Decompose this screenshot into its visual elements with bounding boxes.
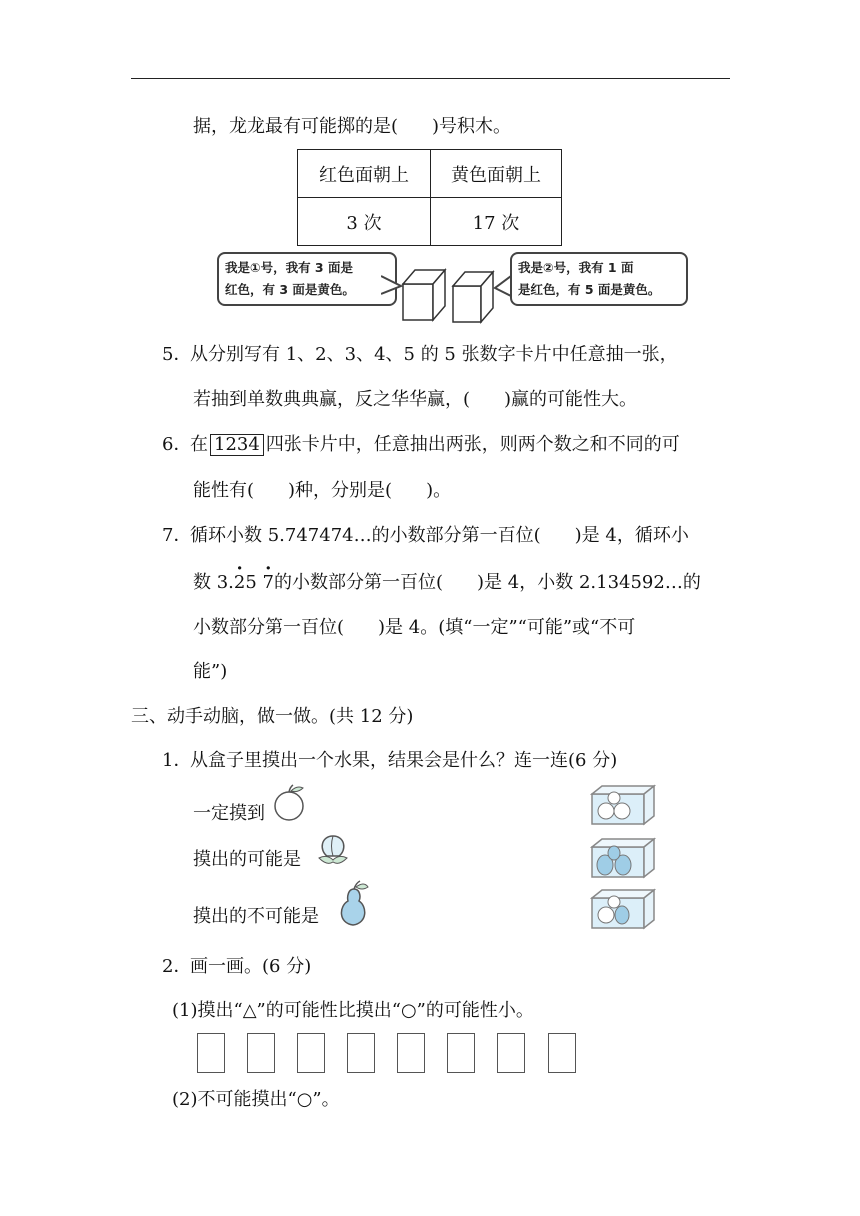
question-6-line2: 能性有( )种，分别是( )。 [193, 480, 452, 501]
apple-icon [272, 783, 308, 823]
peach-icon [313, 830, 353, 868]
repeating-dot-end: · 7 [263, 571, 274, 595]
draw-box[interactable] [197, 1033, 225, 1073]
match-item-1[interactable]: 一定摸到 [193, 803, 265, 824]
question-7-line3: 小数部分第一百位( )是 4。(填“一定”“可能”或“不可 [193, 617, 636, 638]
pear-icon [334, 879, 372, 929]
question-5: 5．从分别写有 1、2、3、4、5 的 5 张数字卡片中任意抽一张， [162, 344, 678, 365]
draw-box[interactable] [548, 1033, 576, 1073]
question-6: 6．在 1234 四张卡片中，任意抽出两张，则两个数之和不同的可 [162, 434, 680, 455]
cube-1-icon [403, 270, 445, 320]
match-item-3[interactable]: 摸出的不可能是 [193, 906, 319, 927]
draw-box[interactable] [297, 1033, 325, 1073]
cube-2-icon [453, 272, 493, 322]
fruit-box-2-icon[interactable] [590, 837, 656, 879]
number-cards: 1234 [210, 434, 264, 456]
question-2-sub-1: (1)摸出“△”的可能性比摸出“○”的可能性小。 [172, 1000, 534, 1021]
question-5-line2: 若抽到单数典典赢，反之华华赢，( )赢的可能性大。 [193, 389, 638, 410]
fruit-box-1-icon[interactable] [590, 784, 656, 826]
header-rule [131, 78, 730, 79]
table-value-yellow: 17 次 [431, 198, 562, 246]
question-7-line4: 能”) [193, 661, 228, 682]
table-header-yellow: 黄色面朝上 [431, 150, 562, 198]
speech-bubble-block-1: 我是①号，我有 3 面是 红色，有 3 面是黄色。 [217, 252, 397, 306]
question-7: 7．循环小数 5.747474…的小数部分第一百位( )是 4，循环小 [162, 525, 689, 546]
draw-box[interactable] [497, 1033, 525, 1073]
table-header-red: 红色面朝上 [298, 150, 431, 198]
question-2-sub-2: (2)不可能摸出“○”。 [172, 1089, 340, 1110]
table-value-red: 3 次 [298, 198, 431, 246]
section-3-question-2: 2．画一画。(6 分) [162, 956, 312, 977]
draw-box[interactable] [447, 1033, 475, 1073]
section-3-question-1: 1．从盒子里摸出一个水果，结果会是什么？连一连(6 分) [162, 750, 618, 771]
match-item-2[interactable]: 摸出的可能是 [193, 849, 301, 870]
draw-box[interactable] [247, 1033, 275, 1073]
q4-tail: 据，龙龙最有可能掷的是( )号积木。 [193, 116, 512, 137]
cube-blocks-illustration [381, 262, 511, 324]
result-table [297, 149, 562, 246]
draw-box[interactable] [397, 1033, 425, 1073]
speech-bubble-block-2: 我是②号，我有 1 面 是红色，有 5 面是黄色。 [510, 252, 688, 306]
section-3-title: 三、动手动脑，做一做。(共 12 分) [131, 706, 414, 727]
question-7-line2: 数 3.· 25 · 7的小数部分第一百位( )是 4，小数 2.134592…的 [193, 571, 701, 595]
repeating-dot-start: · 2 [234, 571, 245, 595]
draw-box[interactable] [347, 1033, 375, 1073]
fruit-box-3-icon[interactable] [590, 888, 656, 930]
